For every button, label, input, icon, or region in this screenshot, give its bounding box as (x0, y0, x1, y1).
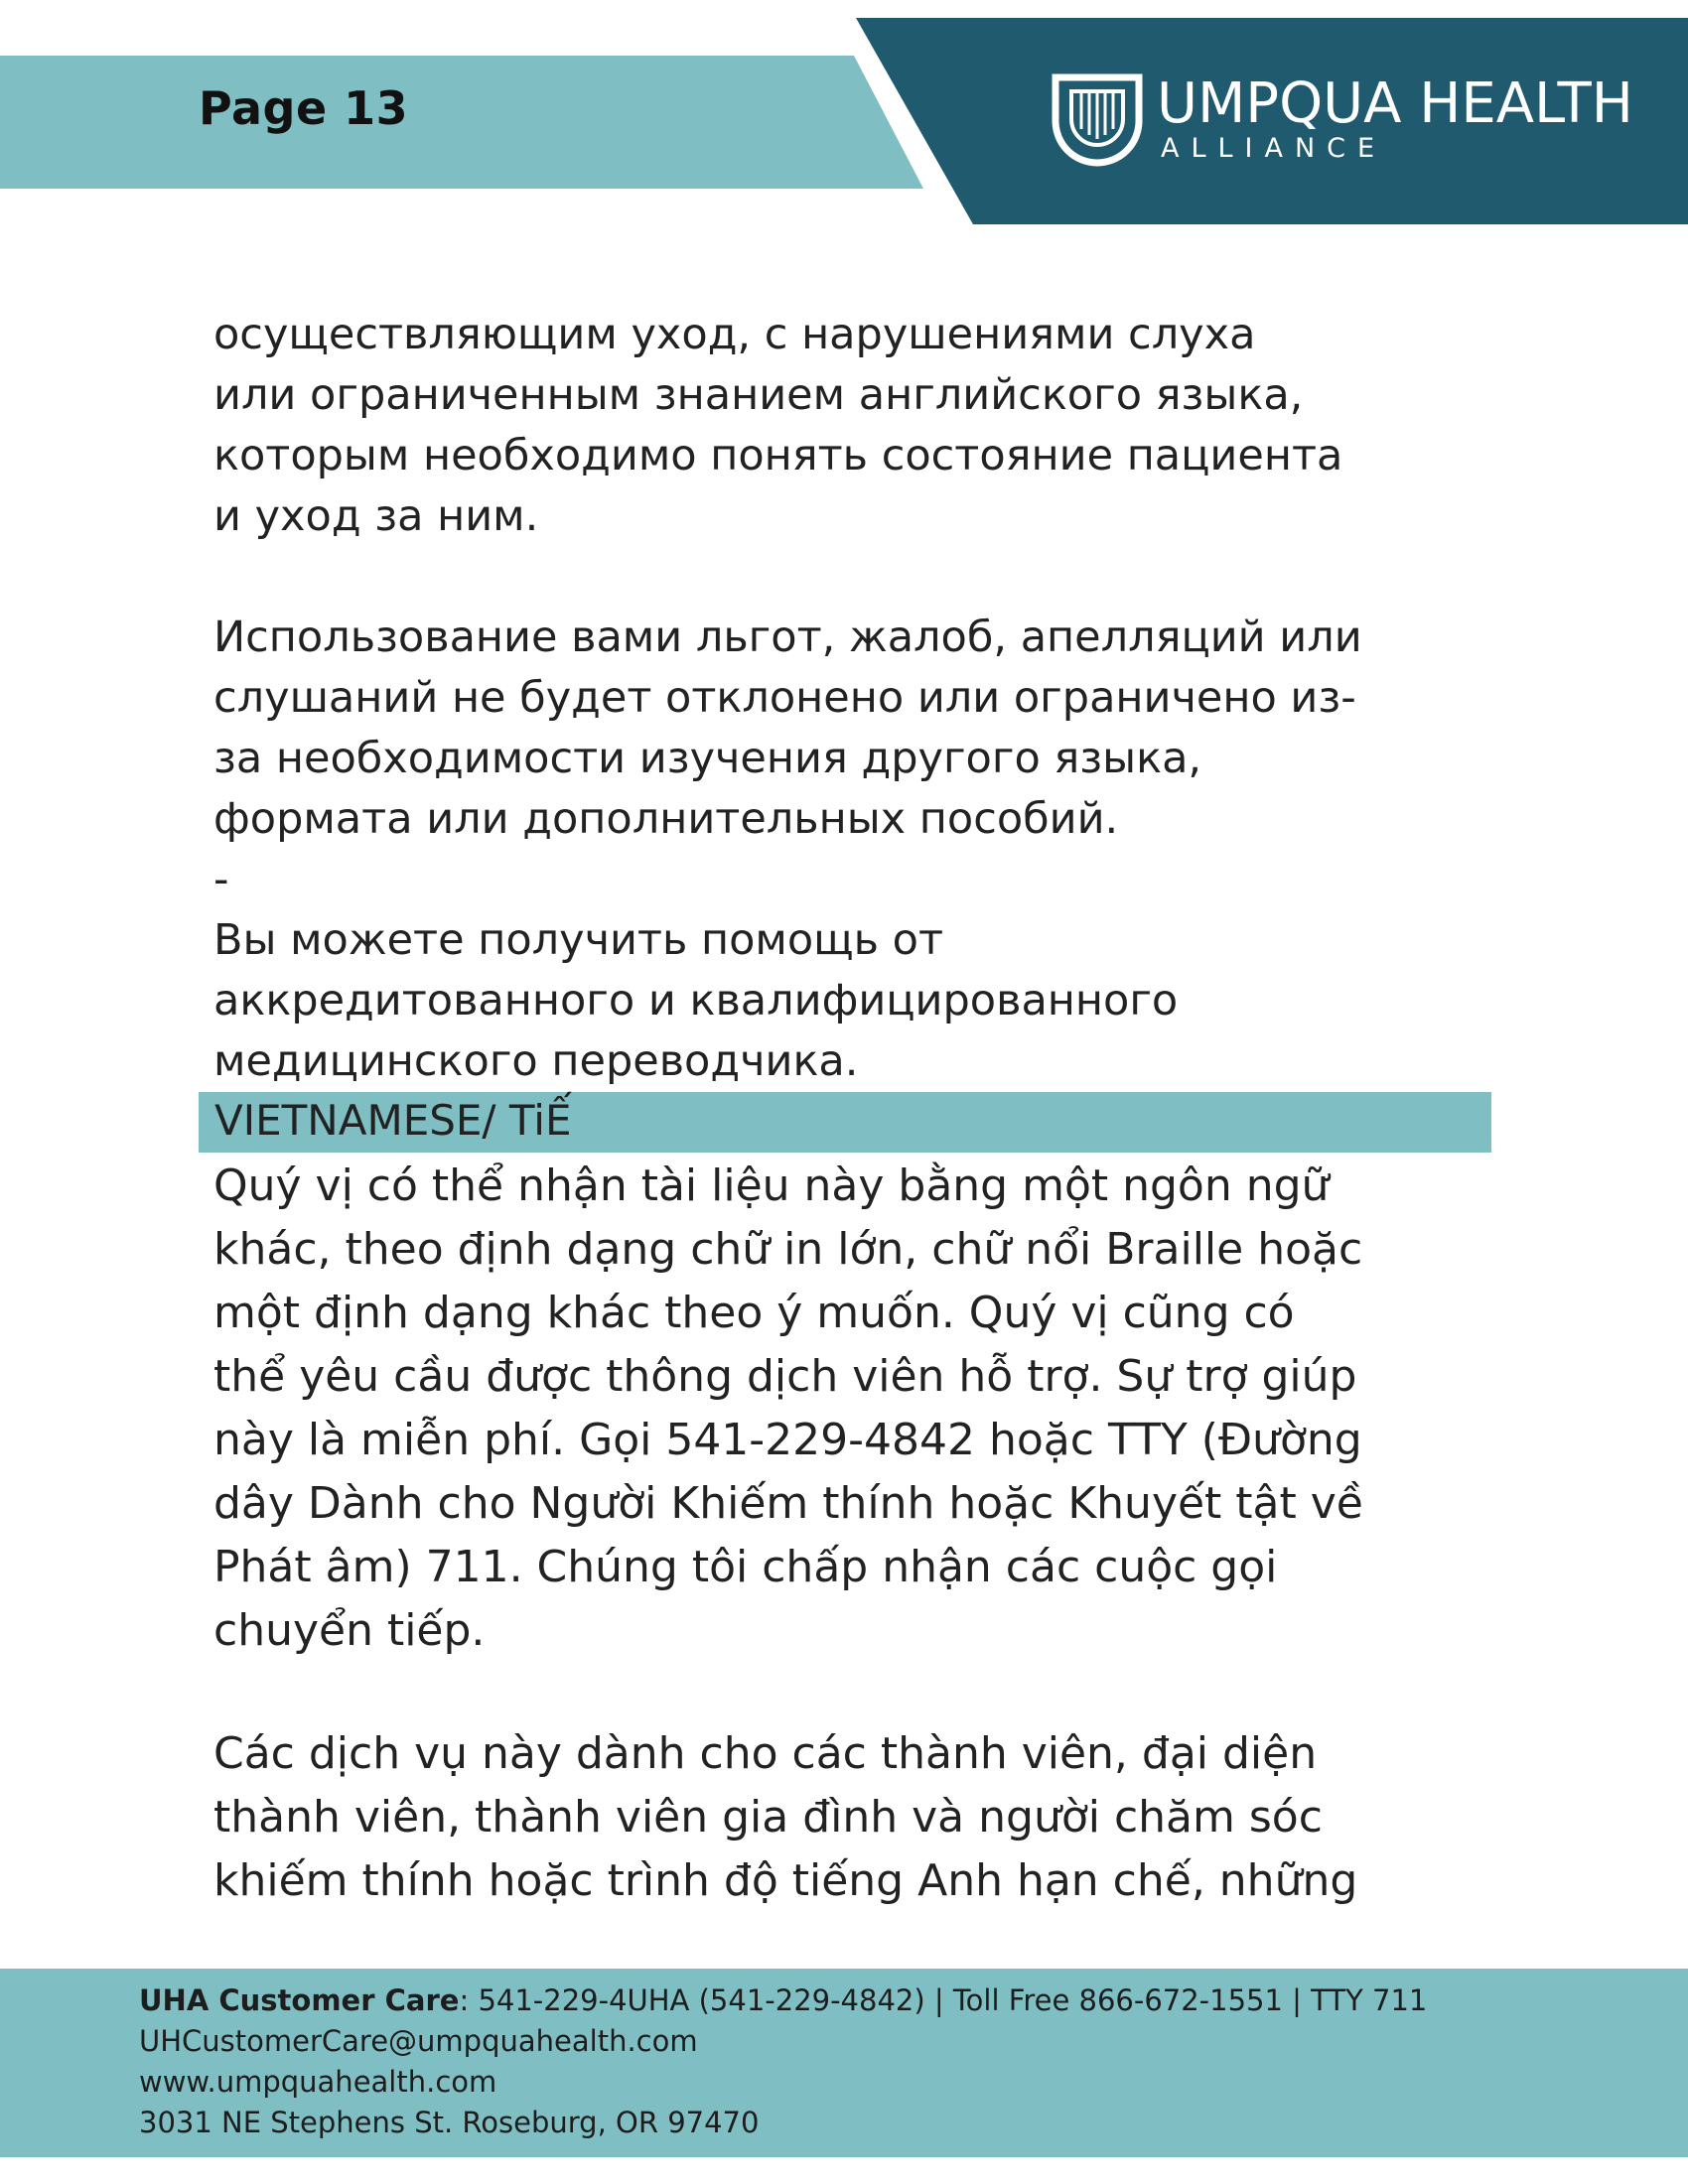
russian-paragraph-2: Использование вами льгот, жалоб, апелляций или слушаний не будет отклонено или ограничено из- за необходимости изучения другого языка, формата или дополнительных пособий. (213, 613, 1362, 844)
language-heading-bar (199, 1092, 1491, 1153)
footer-care-line (139, 1980, 1427, 2021)
logo-name: UMPQUA HEALTH (1157, 71, 1633, 136)
footer-bar (0, 1969, 1688, 2157)
footer-care-numbers: : 541-229-4UHA (541-229-4842) | Toll Free 866-672-1551 | TTY 711 (459, 1983, 1428, 2017)
vietnamese-paragraph-2: Các dịch vụ này dành cho các thành viên, đại diện thành viên, thành viên gia đình và người chăm sóc khiếm thính hoặc trình độ tiếng Anh hạn chế, những (213, 1728, 1358, 1906)
russian-paragraph-continuation: осуществляющим уход, с нарушениями слуха или ограниченным знанием английского языка, которым необходимо понять состояние пациента и уход за ним. (213, 310, 1343, 541)
logo-subtitle: ALLIANCE (1161, 133, 1387, 164)
footer-website[interactable]: www.umpquahealth.com (139, 2065, 497, 2099)
language-heading: VIETNAMESE/ TiẾ (214, 1096, 572, 1145)
footer-address: 3031 NE Stephens St. Roseburg, OR 97470 (139, 2106, 760, 2139)
russian-paragraph-3: Вы можете получить помощь от аккредитованного и квалифицированного медицинского переводчика. (213, 915, 1179, 1086)
umpqua-health-logo (1048, 69, 1643, 179)
footer-email[interactable]: UHCustomerCare@umpquahealth.com (139, 2024, 698, 2058)
page-number: Page 13 (199, 81, 409, 135)
header-light-band (0, 56, 923, 189)
vietnamese-paragraph-1: Quý vị có thể nhận tài liệu này bằng một ngôn ngữ khác, theo định dạng chữ in lớn, chữ nổi Braille hoặc một định dạng khác theo ý muốn. Quý vị cũng có thể yêu cầu được thông dịch viên hỗ trợ. Sự trợ giúp này là miễn phí. Gọi 541-229-4842 hoặc TTY (Đường dây Dành cho Người Khiếm thính hoặc Khuyết tật về Phát âm) 711. Chúng tôi chấp nhận các cuộc gọi chuyển tiếp. (213, 1160, 1363, 1656)
uha-shield-icon (1048, 69, 1147, 169)
footer-care-label: UHA Customer Care (139, 1983, 460, 2017)
dash-separator: - (213, 855, 229, 904)
